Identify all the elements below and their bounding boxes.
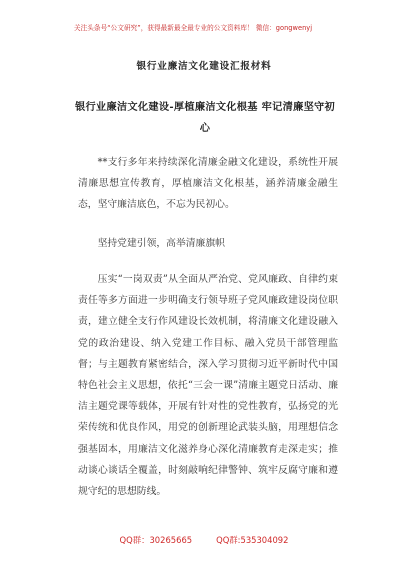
intro-paragraph: **支行多年来持续深化清廉金融文化建设，系统性开展清廉思想宣传教育，厚植廉洁文化根基，涵养清廉金融生态，坚守廉洁底色，不忘为民初心。 <box>78 157 338 211</box>
section-heading: 坚持党建引领，高举清廉旗帜 <box>97 238 225 249</box>
body-paragraph: 压实“一岗双责”从全面从严治党、党风廉政、自律约束责任等多方面进一步明确支行领导班子党风廉政建设岗位职责，建立健全支行作风建设长效机制，将清廉文化建设融入党的政治建设、纳入党建工作目标、融入党员干部管理监督；与主题教育紧密结合，深入学习贯彻习近平新时代中国特色社会主义思想，依托“三会一课”清廉主题党日活动、廉洁主题党课等载体，开展有针对性的党性教育，弘扬党的光荣传统和优良作风，用党的创新理论武装头脑，用理想信念强基固本，用廉洁文化滋养身心深化清廉教育走深走实；推动谈心谈话全覆盖，时刻敲响纪律警钟、筑牢反腐守廉和遵规守纪的思想防线。 <box>78 274 338 498</box>
document-title: 银行业廉洁文化建设汇报材料 <box>136 61 272 72</box>
footer-qq-group-right: QQ群:535304092 <box>216 535 289 545</box>
document-subtitle: 银行业廉洁文化建设-厚植廉洁文化根基 牢记清廉坚守初心 <box>74 101 336 134</box>
promo-banner: 关注头条号“公文研究”，获得最新最全最专业的公文资料库！ 微信：gongwenyj <box>74 24 313 32</box>
footer-contacts <box>0 534 408 546</box>
footer-qq-group-left: QQ群：30265665 <box>119 535 193 545</box>
